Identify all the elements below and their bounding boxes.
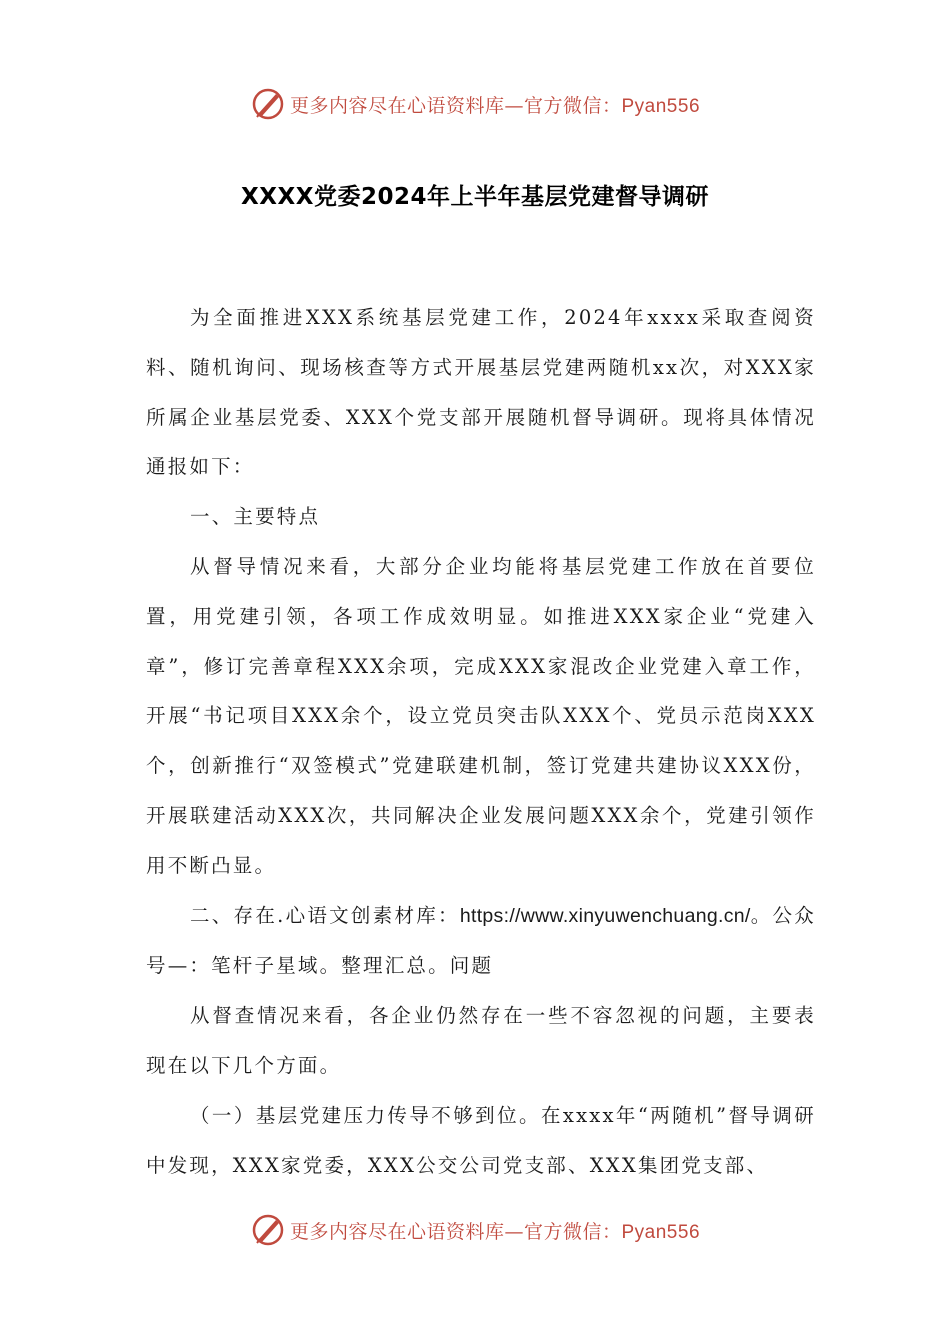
document-body bbox=[146, 293, 816, 1190]
header-watermark bbox=[0, 84, 950, 124]
section-heading-2: 二、存在.心语文创素材库：https://www.xinyuwenchuang.cn/。公众号—：笔杆子星域。整理汇总。问题 bbox=[146, 903, 816, 978]
intro-paragraph: 为全面推进XXX系统基层党建工作，2024年xxxx采取查阅资料、随机询问、现场核查等方式开展基层党建两随机xx次，对XXX家所属企业基层党委、XXX个党支部开展随机督导调研。现将具体情况通报如下： bbox=[146, 306, 816, 479]
section-heading-1: 一、主要特点 bbox=[190, 505, 321, 529]
document-title: XXXX党委2024年上半年基层党建督导调研 bbox=[241, 184, 709, 210]
source-url: https://www.xinyuwenchuang.cn/ bbox=[459, 904, 751, 927]
quill-logo-icon bbox=[250, 86, 286, 122]
quill-logo-icon bbox=[250, 1212, 286, 1248]
footer-watermark bbox=[0, 1210, 950, 1250]
problem-1-paragraph: （一）基层党建压力传导不够到位。在xxxx年“两随机”督导调研中发现，XXX家党委，XXX公交公司党支部、XXX集团党支部、 bbox=[146, 1103, 816, 1177]
watermark-text: 更多内容尽在心语资料库—官方微信：Pyan556 bbox=[289, 94, 701, 117]
features-paragraph: 从督导情况来看，大部分企业均能将基层党建工作放在首要位置，用党建引领，各项工作成效明显。如推进XXX家企业“党建入章”，修订完善章程XXX余项，完成XXX家混改企业党建入章工作，开展“书记项目XXX余个，设立党员突击队XXX个、党员示范岗XXX个，创新推行“双签模式”党建联建机制，签订党建共建协议XXX份，开展联建活动XXX次，共同解决企业发展问题XXX余个，党建引领作用不断凸显。 bbox=[146, 554, 816, 877]
problems-intro-paragraph: 从督查情况来看，各企业仍然存在一些不容忽视的问题，主要表现在以下几个方面。 bbox=[146, 1004, 816, 1077]
watermark-text: 更多内容尽在心语资料库—官方微信：Pyan556 bbox=[289, 1220, 701, 1243]
